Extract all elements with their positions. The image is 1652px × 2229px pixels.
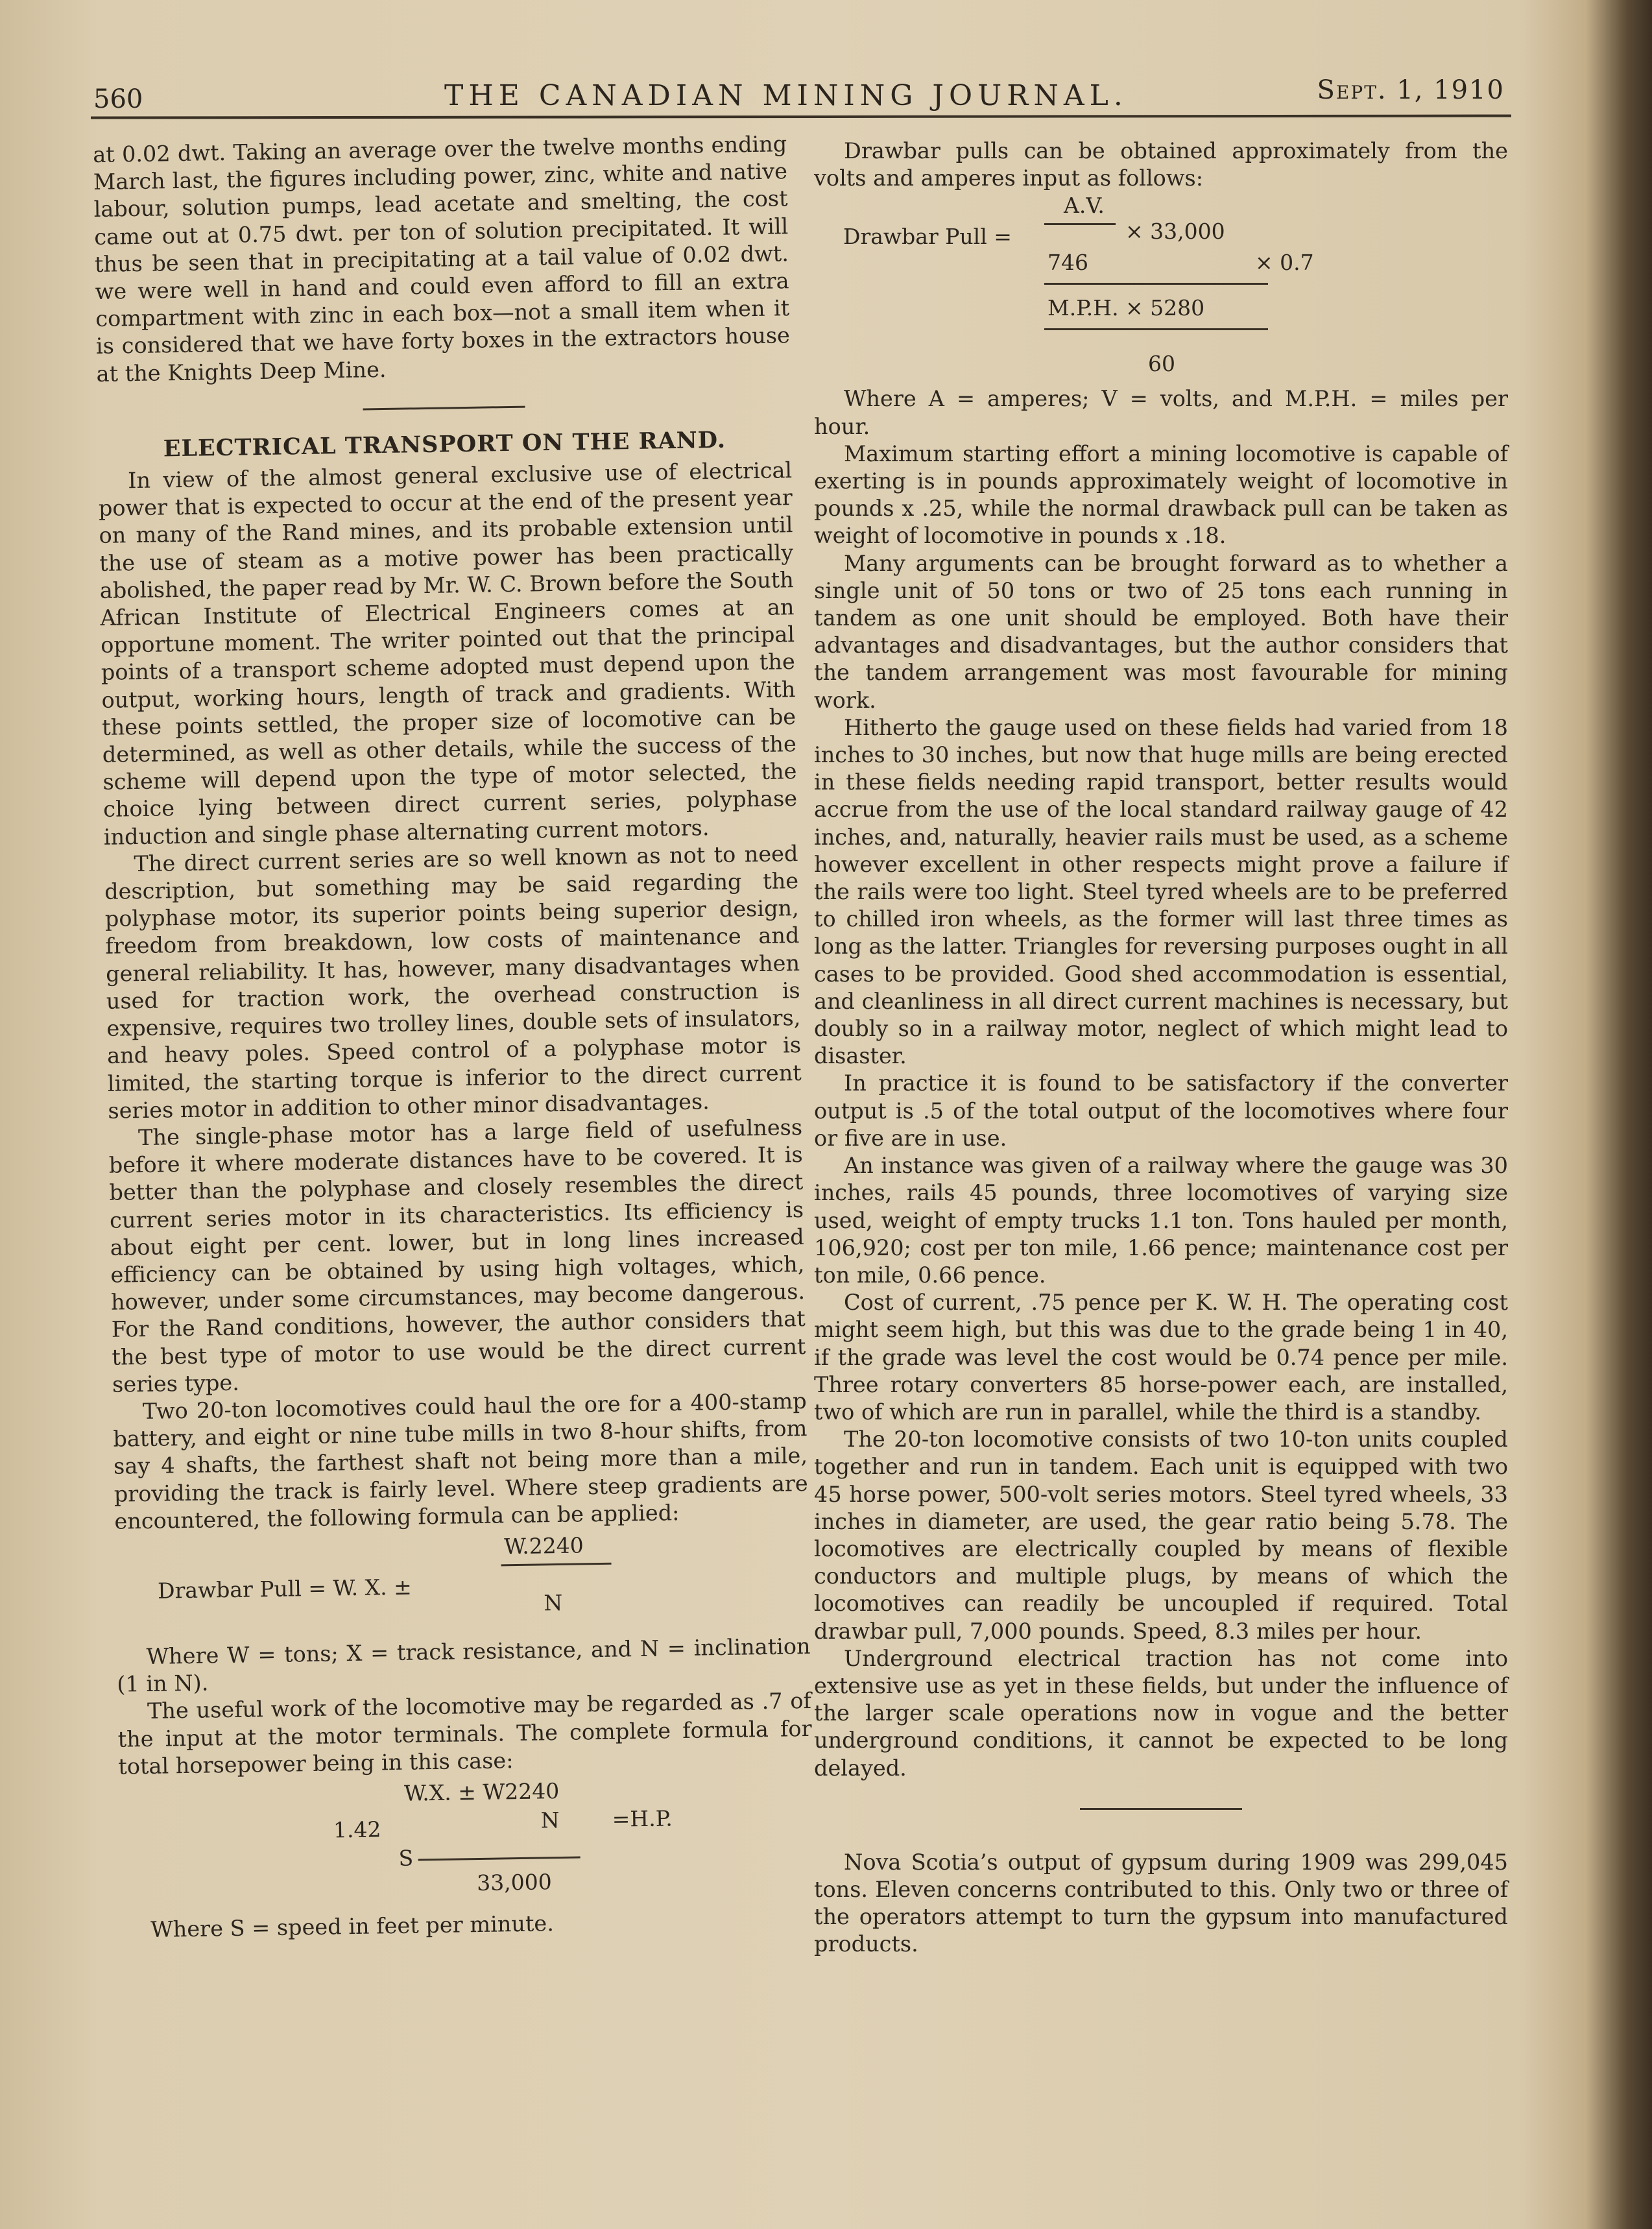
paragraph: Many arguments can be brought forward as to whether a single unit of 50 tons or two of 25 tons each running in tandem as one unit should be employed. Both have their advantages and disadvantages, but the author considers that the tandem arrangement was most favourable for mining work. [814, 550, 1508, 713]
formula-where: Where S = speed in feet per minute. [150, 1910, 555, 1942]
formula-mph: M.P.H. × 5280 [1047, 295, 1205, 321]
fraction-line [1044, 283, 1268, 285]
paragraph: Drawbar pulls can be obtained approximately from the volts and amperes input as follows: [814, 138, 1508, 191]
formula-lhs: Drawbar Pull = W. X. ± [157, 1574, 413, 1604]
issue-date: Sept. 1, 1910 [1317, 75, 1505, 105]
paragraph: Where A = amperes; V = volts, and M.P.H. = miles per hour. [814, 386, 1508, 439]
paragraph: Underground electrical traction has not come into extensive use as yet in these fields, but under the influence of the larger scale operations now in vogue and the better underground conditions, it cannot be expected to be long delayed. [814, 1645, 1508, 1781]
horsepower-formula [119, 1774, 815, 1914]
hp-result: =H.P. [612, 1805, 673, 1832]
formula-times-07: × 0.7 [1255, 250, 1314, 276]
paragraph: Maximum starting effort a mining locomotive is capable of exerting is in pounds approximately weight of locomotive in pounds x .25, while the normal drawback pull can be taken as weight of locomotive in pounds x .18. [814, 440, 1508, 549]
section-divider [1080, 1808, 1242, 1810]
formula-times-33000: × 33,000 [1125, 219, 1225, 245]
formula-where: Where W = tons; X = track resistance, and N = inclination (1 in N). [117, 1633, 811, 1697]
hp-denominator: 33,000 [476, 1869, 553, 1896]
paragraph: An instance was given of a railway where the gauge was 30 inches, rails 45 pounds, three locomotives of varying size used, weight of empty trucks 1.1 ton. Tons hauled per month, 106,920; cost per ton mile, 1.66 pence; maintenance cost per ton mile, 0.66 pence. [814, 1153, 1508, 1288]
gypsum-note: Nova Scotia’s output of gypsum during 1909 was 299,045 tons. Eleven concerns contributed to this. Only two or three of the operators attempt to turn the gypsum into manufactured products. [814, 1849, 1508, 1957]
fraction-line [501, 1563, 612, 1567]
fraction-line [418, 1856, 581, 1861]
drawbar-volts-formula [814, 192, 1508, 380]
page-number: 560 [93, 84, 143, 114]
paragraph: In view of the almost general exclusive use of electrical power that is expected to occur at the end of the present year on many of the Rand mines, and its probable extension until the use of steam as a motive power has been practically abolished, the paper read by Mr. W. C. Brown before the South African Institute of Electrical Engineers comes at an opportune moment. The writer pointed out that the principal points of a transport scheme adopted must depend upon the output, working hours, length of track and gradients. With these points settled, the proper size of locomotive can be determined, as well as other details, while the success of the scheme will depend upon the type of motor selected, the choice lying between direct current series, polyphase induction and single phase alternating current motors. [98, 457, 798, 850]
paragraph: Hitherto the gauge used on these fields had varied from 18 inches to 30 inches, but now that huge mills are being erected in these fields needing rapid transport, better results would accrue from the use of the local standard railway gauge of 42 inches, and, naturally, heavier rails must be used, as a scheme however excellent in other respects might prove a failure if the rails were too light. Steel tyred wheels are to be preferred to chilled iron wheels, as the former will last three times as long as the latter. Triangles for reversing purposes ought in all cases to be provided. Good shed accommodation is essential, and cleanliness in all direct current machines is necessary, but doubly so in a railway motor, neglect of which might lead to disaster. [814, 714, 1508, 1069]
paragraph: The 20-ton locomotive consists of two 10-ton units coupled together and run in tandem. Each unit is equipped with two 45 horse power, 500-volt series motors. Steel tyred wheels, 33 inches in diameter, are used, the gear ratio being 5.78. The locomotives are electrically coupled by means of flexible conductors and multiple plugs, by means of which the locomotives can readily be uncoupled if required. Total drawbar pull, 7,000 pounds. Speed, 8.3 miles per hour. [814, 1427, 1508, 1644]
section-divider [363, 405, 525, 410]
hp-numerator: W.X. ± W2240 [403, 1777, 560, 1806]
intro-paragraph: at 0.02 dwt. Taking an average over the twelve months ending March last, the figures including power, zinc, white and native labour, solution pumps, lead acetate and smelting, the cost came out at 0.75 dwt. per ton of solution precipitated. It will thus be seen that in precipitating at a tail value of 0.02 dwt. we were well in hand and could even afford to fill an extra compartment with zinc in each box—not a small item when it is considered that we have forty boxes in the extractors house at the Knights Deep Mine. [93, 131, 791, 387]
formula-denominator: N [544, 1589, 563, 1616]
paragraph: The single-phase motor has a large field of usefulness before it where moderate distances have to be covered. It is better than the polyphase and closely resembles the direct current series motor in its characteristics. Its efficiency is about eight per cent. lower, but in long lines increased efficiency can be obtained by using high voltages, which, however, under some circumstances, may become dangerous. For the Rand conditions, however, the author considers that the best type of motor to use would be the direct current series type. [108, 1114, 806, 1397]
journal-title: THE CANADIAN MINING JOURNAL. [444, 79, 1128, 112]
formula-av: A.V. [1064, 193, 1105, 219]
paragraph: In practice it is found to be satisfactory if the converter output is .5 of the total output of the locomotives where four or five are in use. [814, 1070, 1508, 1151]
formula-numerator: W.2240 [503, 1532, 584, 1560]
formula-60: 60 [1148, 351, 1175, 377]
formula-lhs: Drawbar Pull = [843, 224, 1012, 250]
paragraph: Cost of current, .75 pence per K. W. H. The operating cost might seem high, but this was due to the grade being 1 in 40, if the grade was level the cost would be 0.74 pence per mile. Three rotary converters 85 horse-power each, are installed, two of which are run in parallel, while the third is a standby. [814, 1290, 1508, 1425]
paragraph: The useful work of the locomotive may be regarded as .7 of the input at the motor terminals. The complete formula for total horsepower being in this case: [117, 1688, 812, 1779]
formula-746: 746 [1047, 250, 1088, 276]
fraction-line [1044, 328, 1268, 330]
paragraph: Two 20-ton locomotives could haul the ore for a 400-stamp battery, and eight or nine tube mills in two 8-hour shifts, from say 4 shafts, the farthest shaft not being more than a mile, providing the track is fairly level. Where steep gradients are encountered, the following formula can be applied: [113, 1388, 808, 1534]
paragraph: The direct current series are so well known as not to need description, but something may be said regarding the polyphase motor, its superior points being superior design, freedom from breakdown, low costs of maintenance and general reliability. It has, however, many disadvantages when used for traction work, the overhead construction is expensive, requires two trolley lines, double sets of insulators, and heavy poles. Speed control of a polyphase motor is limited, the starting torque is inferior to the direct current series motor in addition to other minor disadvantages. [104, 840, 802, 1124]
hp-n: N [540, 1807, 560, 1833]
hp-coefficient: 1.42 [333, 1816, 381, 1843]
page-header [91, 71, 1511, 117]
drawbar-pull-formula [115, 1528, 810, 1627]
hp-s: S [398, 1845, 414, 1871]
fraction-line [1044, 223, 1116, 225]
left-column [93, 130, 815, 1944]
section-title: ELECTRICAL TRANSPORT ON THE RAND. [163, 426, 726, 463]
right-column [814, 138, 1508, 1958]
